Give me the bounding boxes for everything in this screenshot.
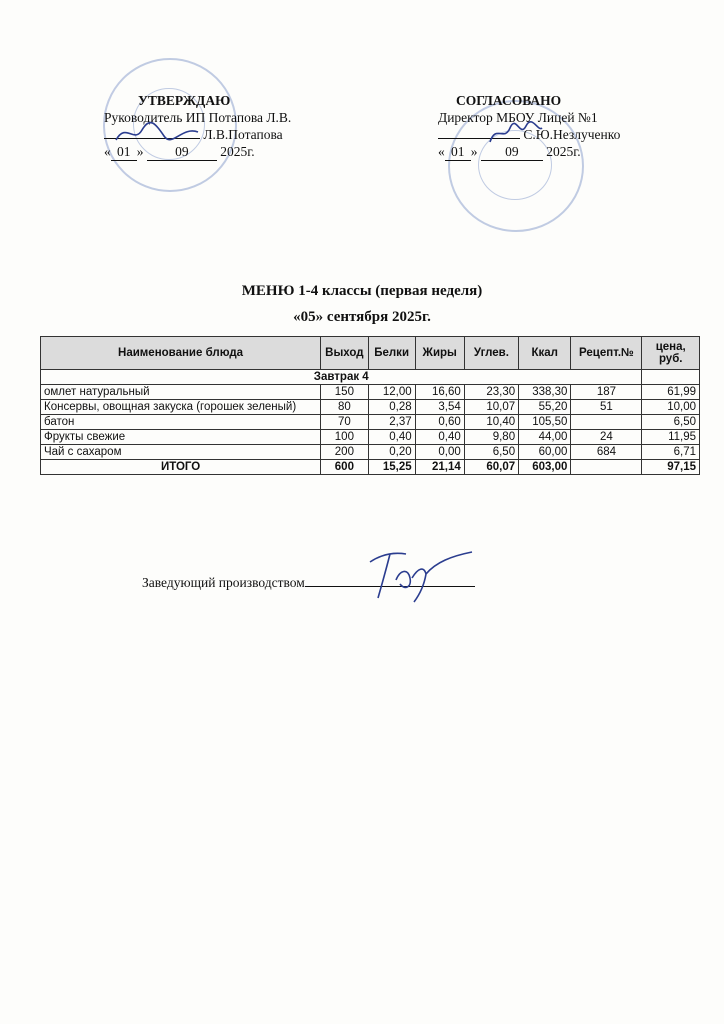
cell-protein: 0,20 xyxy=(368,445,415,460)
cell-fat: 0,00 xyxy=(415,445,464,460)
col-header-dish: Наименование блюда xyxy=(41,337,321,370)
cell-fat: 3,54 xyxy=(415,400,464,415)
menu-table xyxy=(40,336,700,475)
col-header-portion: Выход xyxy=(321,337,368,370)
approve-date-day: 01 xyxy=(111,143,137,161)
table-row xyxy=(41,400,700,415)
cell-price: 11,95 xyxy=(642,430,700,445)
cell-protein: 0,40 xyxy=(368,430,415,445)
cell-portion: 200 xyxy=(321,445,368,460)
footer-label: Заведующий производством xyxy=(142,575,305,590)
cell-price: 10,00 xyxy=(642,400,700,415)
dish-name: омлет натуральный xyxy=(41,385,321,400)
signature-footer xyxy=(360,540,480,610)
agree-date-year: 2025г. xyxy=(546,144,581,159)
total-price: 97,15 xyxy=(642,460,700,475)
table-row xyxy=(41,415,700,430)
cell-protein: 12,00 xyxy=(368,385,415,400)
total-row xyxy=(41,460,700,475)
signature-right xyxy=(486,118,546,148)
cell-kcal: 60,00 xyxy=(519,445,571,460)
agree-date-month: 09 xyxy=(481,143,543,161)
approve-date-month: 09 xyxy=(147,143,217,161)
cell-price: 61,99 xyxy=(642,385,700,400)
cell-recipe: 51 xyxy=(571,400,642,415)
col-header-kcal: Ккал xyxy=(519,337,571,370)
cell-carbs: 9,80 xyxy=(464,430,518,445)
cell-protein: 2,37 xyxy=(368,415,415,430)
cell-fat: 16,60 xyxy=(415,385,464,400)
cell-carbs: 23,30 xyxy=(464,385,518,400)
cell-protein: 0,28 xyxy=(368,400,415,415)
cell-carbs: 10,40 xyxy=(464,415,518,430)
signature-left xyxy=(112,118,202,148)
cell-recipe: 684 xyxy=(571,445,642,460)
agree-title: СОГЛАСОВАНО xyxy=(456,93,562,108)
agree-date-day: 01 xyxy=(445,143,471,161)
total-recipe xyxy=(571,460,642,475)
cell-price: 6,50 xyxy=(642,415,700,430)
cell-recipe: 24 xyxy=(571,430,642,445)
table-row xyxy=(41,445,700,460)
total-portion: 600 xyxy=(321,460,368,475)
total-label: ИТОГО xyxy=(41,460,321,475)
agree-name: С.Ю.Незлученко xyxy=(523,127,621,142)
approve-date: « 01 » 09 2025г. xyxy=(104,144,255,159)
cell-recipe xyxy=(571,415,642,430)
approve-title: УТВЕРЖДАЮ xyxy=(138,93,231,108)
col-header-protein: Белки xyxy=(368,337,415,370)
cell-portion: 70 xyxy=(321,415,368,430)
menu-date: «05» сентября 2025г. xyxy=(293,309,431,325)
section-title: Завтрак 4 xyxy=(41,370,642,385)
dish-name: Консервы, овощная закуска (горошек зеленый) xyxy=(41,400,321,415)
dish-name: Чай с сахаром xyxy=(41,445,321,460)
cell-portion: 80 xyxy=(321,400,368,415)
section-row xyxy=(41,370,700,385)
cell-carbs: 10,07 xyxy=(464,400,518,415)
col-header-fat: Жиры xyxy=(415,337,464,370)
col-header-recipe: Рецепт.№ xyxy=(571,337,642,370)
approve-name: Л.В.Потапова xyxy=(203,127,283,142)
total-protein: 15,25 xyxy=(368,460,415,475)
dish-name: батон xyxy=(41,415,321,430)
table-header-row xyxy=(41,337,700,370)
cell-recipe: 187 xyxy=(571,385,642,400)
cell-fat: 0,60 xyxy=(415,415,464,430)
approve-position: Руководитель ИП Потапова Л.В. xyxy=(104,110,292,125)
table-row xyxy=(41,430,700,445)
total-fat: 21,14 xyxy=(415,460,464,475)
cell-kcal: 44,00 xyxy=(519,430,571,445)
cell-portion: 150 xyxy=(321,385,368,400)
cell-kcal: 55,20 xyxy=(519,400,571,415)
agree-position: Директор МБОУ Лицей №1 xyxy=(438,110,598,125)
cell-kcal: 338,30 xyxy=(519,385,571,400)
approve-date-year: 2025г. xyxy=(220,144,255,159)
menu-title: МЕНЮ 1-4 классы (первая неделя) xyxy=(241,283,483,299)
dish-name: Фрукты свежие xyxy=(41,430,321,445)
total-kcal: 603,00 xyxy=(519,460,571,475)
cell-portion: 100 xyxy=(321,430,368,445)
agree-date: « 01 » 09 2025г. xyxy=(438,144,581,159)
cell-kcal: 105,50 xyxy=(519,415,571,430)
table-row xyxy=(41,385,700,400)
total-carbs: 60,07 xyxy=(464,460,518,475)
cell-carbs: 6,50 xyxy=(464,445,518,460)
cell-price: 6,71 xyxy=(642,445,700,460)
col-header-carbs: Углев. xyxy=(464,337,518,370)
col-header-price: цена, руб. xyxy=(642,337,700,370)
cell-fat: 0,40 xyxy=(415,430,464,445)
